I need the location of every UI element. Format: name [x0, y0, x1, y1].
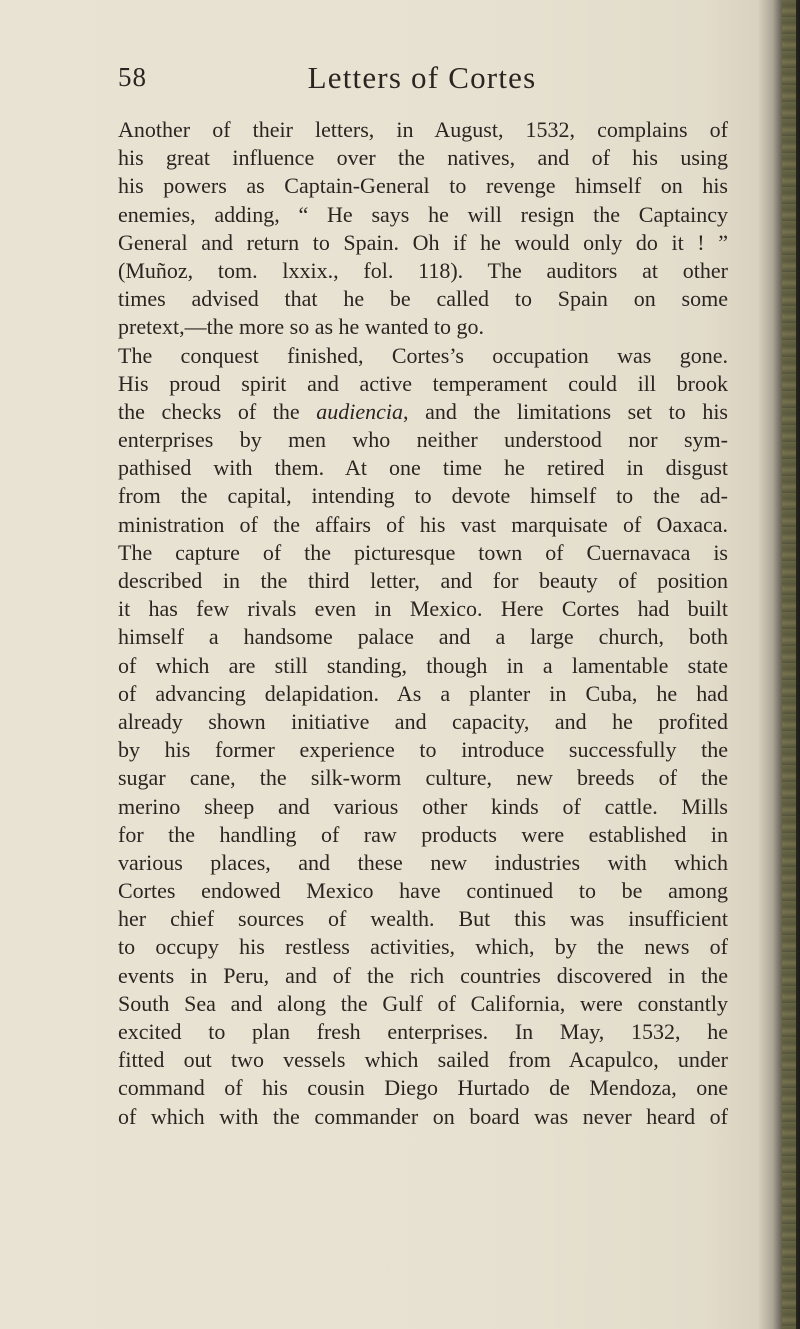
text-line: ministration of the affairs of his vast marquisate of Oaxaca.: [118, 511, 728, 537]
text-line: to occupy his restless activities, which, by the news of: [118, 934, 728, 960]
page-number: 58: [118, 62, 147, 92]
body-text: [118, 116, 728, 1131]
text-line: for the handling of raw products were established in: [118, 821, 728, 847]
text-line: His proud spirit and active temperament could ill brook: [118, 370, 728, 396]
text-line: of which with the commander on board was never heard of: [118, 1103, 728, 1129]
text-line: the checks of the audiencia, and the limitations set to his: [118, 398, 728, 424]
text-line: various places, and these new industries with which: [118, 849, 728, 875]
text-line: his great influence over the natives, and of his using: [118, 145, 728, 171]
text-line: of advancing delapidation. As a planter in Cuba, he had: [118, 680, 728, 706]
text-line: South Sea and along the Gulf of California, were constantly: [118, 990, 728, 1016]
italic-term: audiencia: [316, 398, 404, 424]
text-line: events in Peru, and of the rich countries discovered in the: [118, 962, 728, 988]
running-head: [118, 62, 726, 98]
running-title: Letters of Cortes: [307, 60, 537, 95]
text-line: sugar cane, the silk-worm culture, new breeds of the: [118, 765, 728, 791]
text-line: already shown initiative and capacity, and he profited: [118, 708, 728, 734]
text-line: (Muñoz, tom. lxxix., fol. 118). The auditors at other: [118, 257, 728, 283]
text-line: himself a handsome palace and a large church, both: [118, 624, 728, 650]
text-line: Cortes endowed Mexico have continued to be among: [118, 878, 728, 904]
book-binding-edge: [782, 0, 796, 1329]
text-line: times advised that he be called to Spain on some: [118, 286, 728, 312]
text-line: from the capital, intending to devote himself to the ad-: [118, 483, 728, 509]
text-line: fitted out two vessels which sailed from Acapulco, under: [118, 1047, 728, 1073]
text-line: her chief sources of wealth. But this was insufficient: [118, 906, 728, 932]
text-line: of which are still standing, though in a lamentable state: [118, 652, 728, 678]
text-line: it has few rivals even in Mexico. Here Cortes had built: [118, 596, 728, 622]
text-line: merino sheep and various other kinds of cattle. Mills: [118, 793, 728, 819]
text-line: by his former experience to introduce successfully the: [118, 737, 728, 763]
text-line: command of his cousin Diego Hurtado de Mendoza, one: [118, 1075, 728, 1101]
text-line: pretext,—the more so as he wanted to go.: [118, 314, 484, 340]
text-line: enterprises by men who neither understood nor sym-: [118, 427, 728, 453]
text-line: Another of their letters, in August, 1532, complains of: [118, 117, 728, 142]
text-line: General and return to Spain. Oh if he would only do it ! ”: [118, 229, 728, 255]
text-line: pathised with them. At one time he retired in disgust: [118, 455, 728, 481]
text-line: described in the third letter, and for beauty of position: [118, 568, 728, 593]
text-line: enemies, adding, “ He says he will resign the Captaincy: [118, 201, 728, 227]
text-line: The conquest finished, Cortes’s occupation was gone.: [118, 342, 728, 368]
text-line: his powers as Captain-General to revenge himself on his: [118, 173, 728, 199]
text-line: excited to plan fresh enterprises. In May, 1532, he: [118, 1019, 728, 1044]
text-line: The capture of the picturesque town of Cuernavaca is: [118, 539, 728, 565]
